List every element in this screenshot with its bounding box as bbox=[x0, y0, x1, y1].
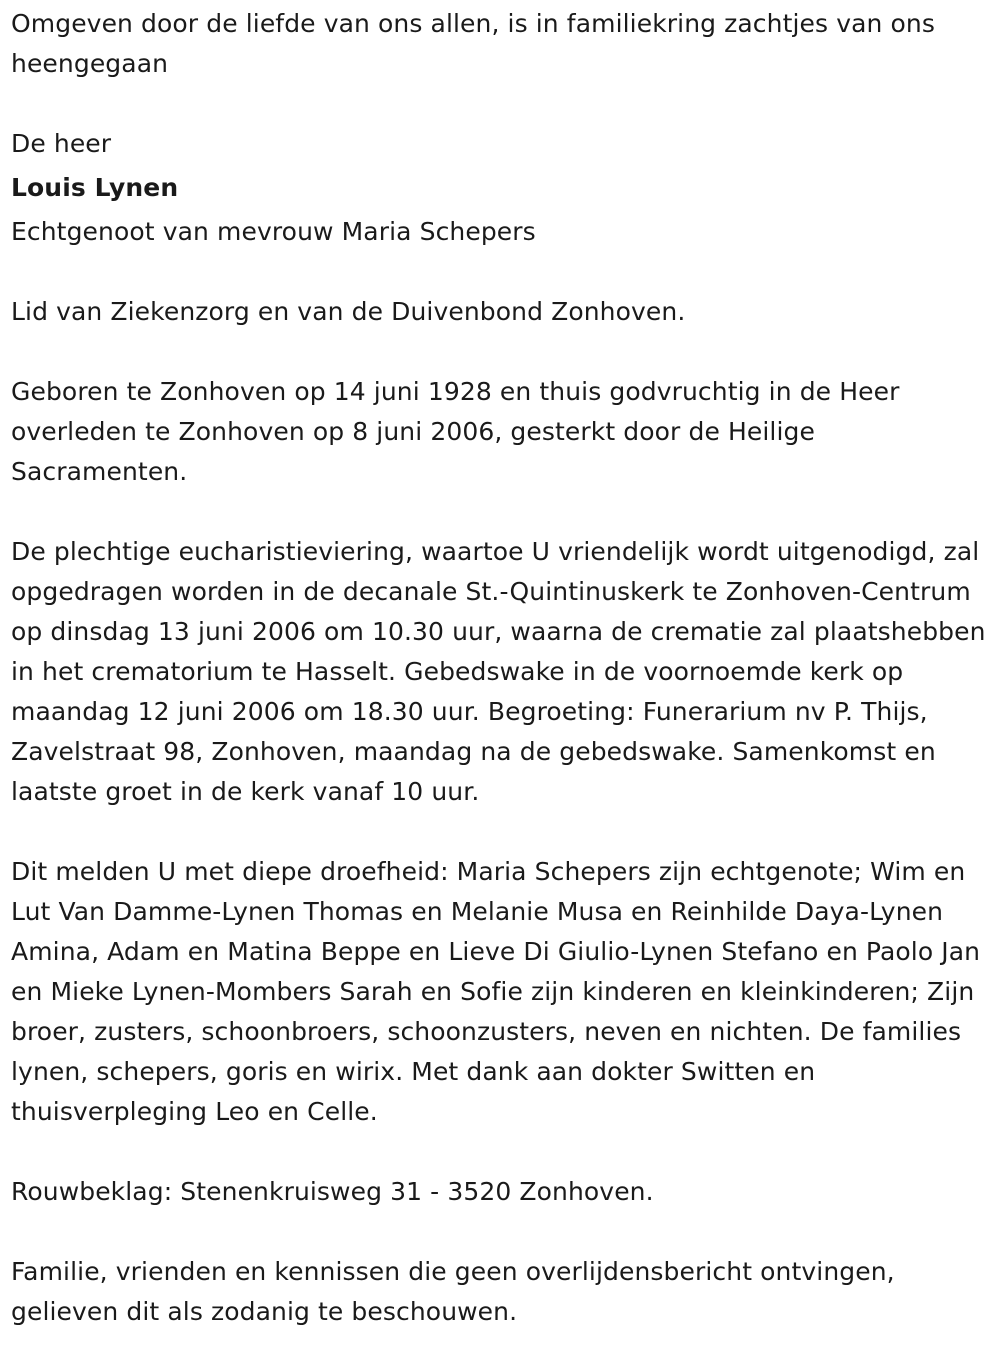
honorific-title: De heer bbox=[11, 129, 112, 158]
family-paragraph: Dit melden U met diepe droefheid: Maria Schepers zijn echtgenote; Wim en Lut Van Damme-Lynen Thomas en Melanie Musa en Reinhilde Daya-Lynen Amina, Adam en Matina Beppe en Lieve Di Giulio-Lynen Stefano en Paolo Jan en Mieke Lynen-Mombers Sarah en Sofie zijn kinderen en kleinkinderen; Zijn broer, zusters, schoonbroers, schoonzusters, neven en nichten. De families lynen, schepers, goris en wirix. Met dank aan dokter Switten en thuisverpleging Leo en Celle. bbox=[11, 857, 981, 1126]
deceased-name: Louis Lynen bbox=[11, 173, 179, 202]
spouse-line: Echtgenoot van mevrouw Maria Schepers bbox=[11, 217, 536, 246]
condolence-address: Rouwbeklag: Stenenkruisweg 31 - 3520 Zonhoven. bbox=[11, 1177, 654, 1206]
ceremony-paragraph: De plechtige eucharistieviering, waartoe U vriendelijk wordt uitgenodigd, zal opgedragen worden in de decanale St.-Quintinuskerk te Zonhoven-Centrum op dinsdag 13 juni 2006 om 10.30 uur, waarna de crematie zal plaatshebben in het crematorium te Hasselt. Gebedswake in de voornoemde kerk op maandag 12 juni 2006 om 18.30 uur. Begroeting: Funerarium nv P. Thijs, Zavelstraat 98, Zonhoven, maandag na de gebedswake. Samenkomst en laatste groet in de kerk vanaf 10 uur. bbox=[11, 537, 986, 806]
birth-death-paragraph: Geboren te Zonhoven op 14 juni 1928 en thuis godvruchtig in de Heer overleden te Zonhoven op 8 juni 2006, gesterkt door de Heilige Sacramenten. bbox=[11, 377, 900, 486]
intro-paragraph: Omgeven door de liefde van ons allen, is in familiekring zachtjes van ons heengegaan bbox=[11, 9, 935, 78]
membership-paragraph: Lid van Ziekenzorg en van de Duivenbond Zonhoven. bbox=[11, 297, 686, 326]
closing-paragraph: Familie, vrienden en kennissen die geen overlijdensbericht ontvingen, gelieven dit als zodanig te beschouwen. bbox=[11, 1257, 895, 1326]
